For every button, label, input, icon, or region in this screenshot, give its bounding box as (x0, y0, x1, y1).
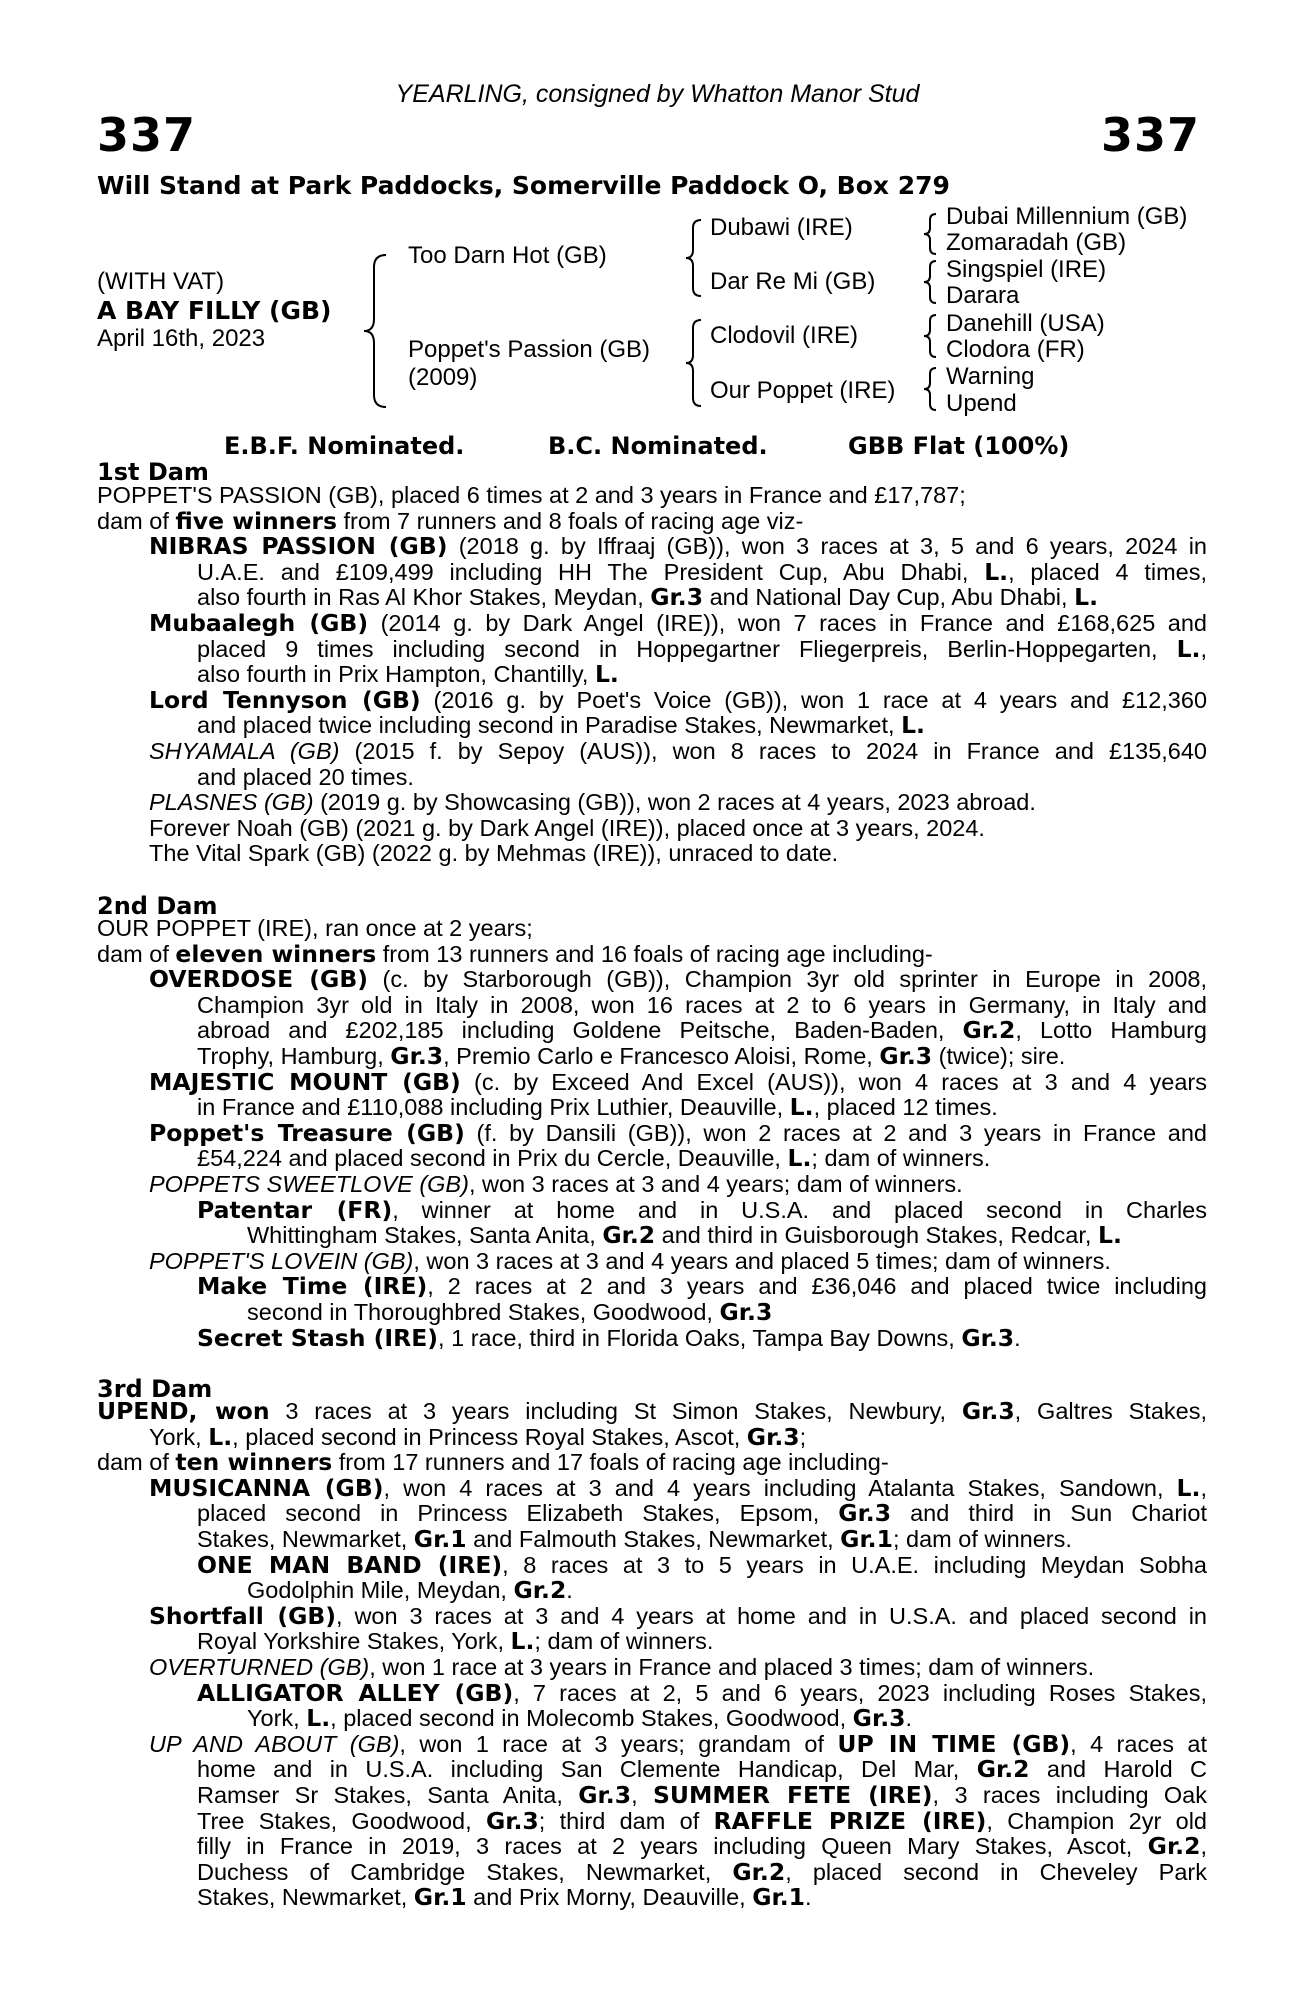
pedigree-brace-dd (922, 366, 940, 412)
pedigree-brace-sd (922, 259, 940, 305)
produce-line: and placed 20 times. (197, 763, 414, 790)
consignor-line: YEARLING, consigned by Whatton Manor Stud (395, 80, 920, 108)
second-dam-produce-line: dam of eleven winners from 13 runners and 16 foals of racing age including- (97, 939, 933, 968)
produce-line: Trophy, Hamburg, Gr.3, Premio Carlo e Francesco Aloisi, Rome, Gr.3 (twice); sire. (197, 1041, 1066, 1070)
produce-overdose: OVERDOSE (GB) (c. by Starborough (GB)), Champion 3yr old sprinter in Europe in 2008, (149, 965, 1207, 994)
produce-line: Stakes, Newmarket, Gr.1 and Falmouth Stakes, Newmarket, Gr.1; dam of winners. (197, 1524, 1072, 1553)
produce-majestic-mount: MAJESTIC MOUNT (GB) (c. by Exceed And Excel (AUS)), won 4 races at 3 and 4 years (149, 1067, 1207, 1096)
produce-line: Whittingham Stakes, Santa Anita, Gr.2 and third in Guisborough Stakes, Redcar, L. (247, 1221, 1122, 1250)
produce-line: also fourth in Prix Hampton, Chantilly, L. (197, 660, 619, 689)
produce-line: Duchess of Cambridge Stakes, Newmarket, Gr.2, placed second in Cheveley Park (197, 1857, 1207, 1886)
pedigree-brace-sire (683, 218, 705, 298)
pedigree-sd-dam: Darara (946, 282, 1020, 309)
first-dam-heading: 1st Dam (97, 458, 209, 486)
vat-note: (WITH VAT) (97, 268, 225, 295)
third-dam-line: York, L., placed second in Princess Royal Stakes, Ascot, Gr.3; (149, 1422, 807, 1451)
stand-location: Will Stand at Park Paddocks, Somerville Paddock O, Box 279 (97, 171, 950, 200)
pedigree-sd-sire: Singspiel (IRE) (946, 256, 1107, 283)
produce-overturned: OVERTURNED (GB), won 1 race at 3 years in France and placed 3 times; dam of winners. (149, 1653, 1095, 1680)
produce-nibras-passion: NIBRAS PASSION (GB) (2018 g. by Iffraaj (GB)), won 3 races at 3, 5 and 6 years, 2024 in (149, 532, 1207, 561)
produce-vital-spark: The Vital Spark (GB) (2022 g. by Mehmas (IRE)), unraced to date. (149, 840, 839, 867)
third-dam-section (97, 1399, 1207, 1911)
first-dam-produce-line: dam of five winners from 7 runners and 8 foals of racing age viz- (97, 506, 804, 535)
foaling-date: April 16th, 2023 (97, 325, 266, 352)
pedigree-dam-year: (2009) (408, 364, 478, 391)
second-dam-heading: 2nd Dam (97, 892, 218, 920)
produce-line: also fourth in Ras Al Khor Stakes, Meydan, Gr.3 and National Day Cup, Abu Dhabi, L. (197, 583, 1098, 612)
produce-line: Tree Stakes, Goodwood, Gr.3; third dam of RAFFLE PRIZE (IRE), Champion 2yr old (197, 1806, 1207, 1835)
produce-line: Stakes, Newmarket, Gr.1 and Prix Morny, Deauville, Gr.1. (197, 1883, 812, 1912)
gbb-flat: GBB Flat (100%) (848, 432, 1070, 460)
produce-forever-noah: Forever Noah (GB) (2021 g. by Dark Angel (IRE)), placed once at 3 years, 2024. (149, 814, 985, 841)
pedigree-brace-dam (683, 318, 705, 408)
pedigree-ss-dam: Zomaradah (GB) (946, 229, 1127, 256)
third-dam-produce-line: dam of ten winners from 17 runners and 17 foals of racing age including- (97, 1448, 889, 1477)
produce-shyamala: SHYAMALA (GB) (2015 f. by Sepoy (AUS)), won 8 races to 2024 in France and £135,640 (149, 737, 1208, 764)
pedigree-dam-dam: Our Poppet (IRE) (710, 377, 896, 404)
produce-shortfall: Shortfall (GB), won 3 races at 3 and 4 years at home and in U.S.A. and placed second in (149, 1601, 1207, 1630)
pedigree-sire: Too Darn Hot (GB) (408, 242, 607, 269)
produce-line: U.A.E. and £109,499 including HH The President Cup, Abu Dhabi, L., placed 4 times, (197, 557, 1208, 586)
produce-patentar: Patentar (FR), winner at home and in U.S.A. and placed second in Charles (197, 1195, 1207, 1224)
produce-line: and placed twice including second in Paradise Stakes, Newmarket, L. (197, 711, 925, 740)
pedigree-brace-ss (922, 212, 940, 256)
produce-line: Royal Yorkshire Stakes, York, L.; dam of winners. (197, 1627, 714, 1656)
pedigree-dam-sire: Clodovil (IRE) (710, 322, 859, 349)
pedigree-dd-dam: Upend (946, 390, 1017, 417)
pedigree-brace-main (360, 253, 390, 409)
third-dam-line: UPEND, won 3 races at 3 years including St Simon Stakes, Newbury, Gr.3, Galtres Stakes, (97, 1397, 1207, 1425)
produce-lord-tennyson: Lord Tennyson (GB) (2016 g. by Poet's Voice (GB)), won 1 race at 4 years and £12,360 (149, 685, 1208, 714)
pedigree-dd-sire: Warning (946, 363, 1035, 390)
produce-line: Godolphin Mile, Meydan, Gr.2. (247, 1576, 573, 1605)
pedigree-ss-sire: Dubai Millennium (GB) (946, 203, 1188, 230)
bc-nomination: B.C. Nominated. (548, 432, 768, 460)
ebf-nomination: E.B.F. Nominated. (224, 432, 465, 460)
first-dam-line: POPPET'S PASSION (GB), placed 6 times at 2 and 3 years in France and £17,787; (97, 482, 966, 508)
produce-line: placed 9 times including second in Hoppegartner Fliegerpreis, Berlin-Hoppegarten, L., (197, 634, 1207, 663)
pedigree-brace-ds (922, 313, 940, 359)
produce-line: home and in U.S.A. including San Clemente Handicap, Del Mar, Gr.2 and Harold C (197, 1755, 1207, 1784)
produce-poppets-lovein: POPPET'S LOVEIN (GB), won 3 races at 3 and 4 years and placed 5 times; dam of winners. (149, 1247, 1111, 1274)
second-dam-line: OUR POPPET (IRE), ran once at 2 years; (97, 915, 533, 941)
pedigree-ds-dam: Clodora (FR) (946, 336, 1085, 363)
produce-poppets-treasure: Poppet's Treasure (GB) (f. by Dansili (GB)), won 2 races at 2 and 3 years in France and (149, 1118, 1207, 1147)
pedigree-dam: Poppet's Passion (GB) (408, 336, 651, 363)
produce-poppets-sweetlove: POPPETS SWEETLOVE (GB), won 3 races at 3 and 4 years; dam of winners. (149, 1170, 963, 1197)
produce-line: £54,224 and placed second in Prix du Cercle, Deauville, L.; dam of winners. (197, 1144, 991, 1173)
produce-up-and-about: UP AND ABOUT (GB), won 1 race at 3 years; grandam of UP IN TIME (GB), 4 races at (149, 1729, 1208, 1758)
produce-secret-stash: Secret Stash (IRE), 1 race, third in Florida Oaks, Tampa Bay Downs, Gr.3. (197, 1323, 1021, 1352)
produce-mubaalegh: Mubaalegh (GB) (2014 g. by Dark Angel (IRE)), won 7 races in France and £168,625 and (149, 608, 1208, 637)
produce-line: second in Thoroughbred Stakes, Goodwood, Gr.3 (247, 1297, 773, 1326)
produce-musicanna: MUSICANNA (GB), won 4 races at 3 and 4 years including Atalanta Stakes, Sandown, L., (149, 1473, 1207, 1502)
produce-one-man-band: ONE MAN BAND (IRE), 8 races at 3 to 5 years in U.A.E. including Meydan Sobha (197, 1550, 1207, 1579)
produce-line: abroad and £202,185 including Goldene Peitsche, Baden-Baden, Gr.2, Lotto Hamburg (197, 1016, 1207, 1045)
produce-alligator-alley: ALLIGATOR ALLEY (GB), 7 races at 2, 5 and 6 years, 2023 including Roses Stakes, (197, 1678, 1207, 1707)
pedigree-sire-sire: Dubawi (IRE) (710, 214, 853, 241)
produce-line: Ramser Sr Stakes, Santa Anita, Gr.3, SUMMER FETE (IRE), 3 races including Oak (197, 1780, 1207, 1809)
produce-line: placed second in Princess Elizabeth Stakes, Epsom, Gr.3 and third in Sun Chariot (197, 1499, 1207, 1528)
produce-plasnes: PLASNES (GB) (2019 g. by Showcasing (GB)), won 2 races at 4 years, 2023 abroad. (149, 789, 1036, 816)
produce-line: in France and £110,088 including Prix Luthier, Deauville, L., placed 12 times. (197, 1093, 998, 1122)
lot-number-left: 337 (97, 108, 197, 162)
horse-name: A BAY FILLY (GB) (97, 296, 332, 325)
third-dam-heading: 3rd Dam (97, 1375, 213, 1403)
pedigree-ds-sire: Danehill (USA) (946, 310, 1105, 337)
produce-line: filly in France in 2019, 3 races at 2 years including Queen Mary Stakes, Ascot, Gr.2, (197, 1832, 1207, 1861)
produce-make-time: Make Time (IRE), 2 races at 2 and 3 years and £36,046 and placed twice including (197, 1272, 1207, 1301)
produce-line: York, L., placed second in Molecomb Stakes, Goodwood, Gr.3. (247, 1704, 913, 1733)
first-dam-section (97, 483, 1207, 867)
pedigree-sire-dam: Dar Re Mi (GB) (710, 268, 876, 295)
lot-number-right: 337 (1100, 108, 1200, 162)
second-dam-section (97, 916, 1207, 1351)
produce-line: Champion 3yr old in Italy in 2008, won 16 races at 2 to 6 years in Germany, in Italy and (197, 991, 1207, 1018)
